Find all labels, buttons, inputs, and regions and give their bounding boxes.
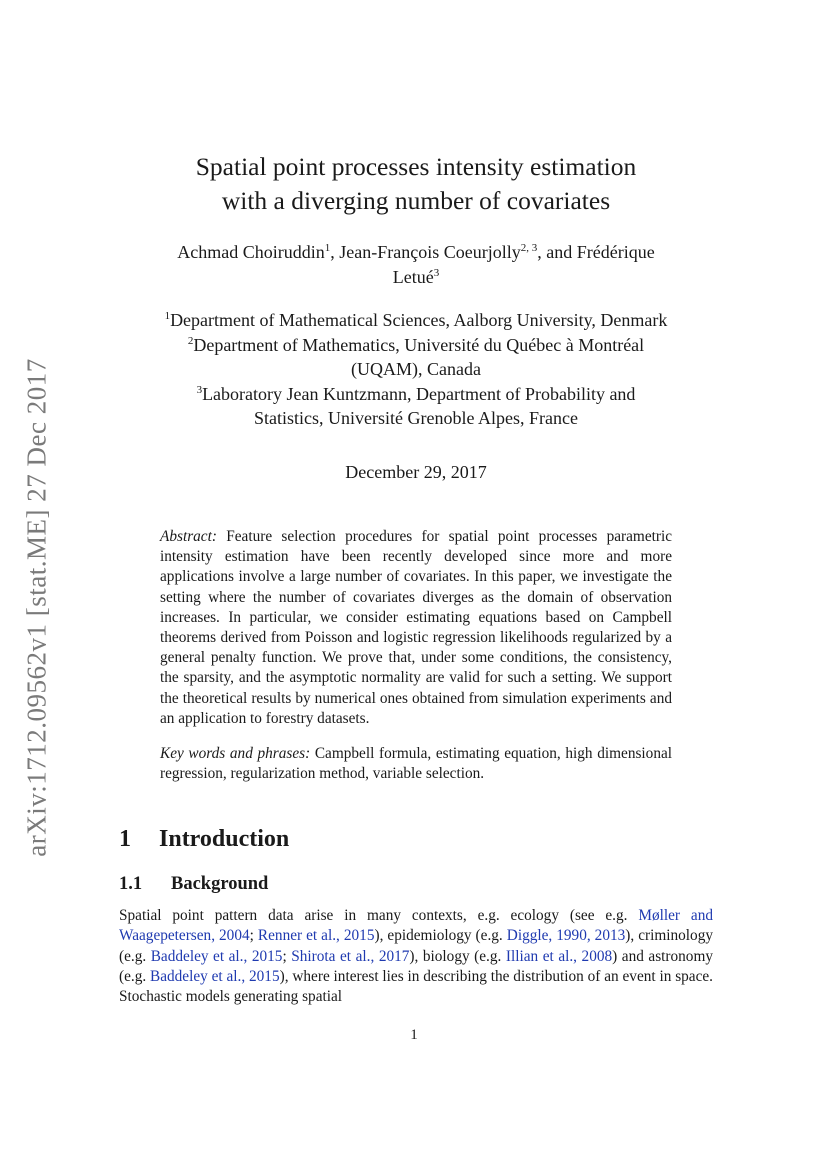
author-list: [118, 240, 714, 290]
citation-link[interactable]: Renner et al., 2015: [257, 927, 375, 945]
author-2-name: Jean-François Coeurjolly: [339, 242, 521, 262]
section-number: 1: [119, 826, 131, 852]
author-3-first-name: , and Frédérique: [537, 242, 655, 262]
author-2-affiliation-mark: 2, 3: [520, 242, 538, 254]
citation-link[interactable]: Diggle, 1990, 2013: [506, 927, 626, 945]
paper-title: [118, 150, 714, 218]
arxiv-identifier-text: arXiv:1712.09562v1 [stat.ME] 27 Dec 2017: [21, 357, 52, 857]
citation-link[interactable]: Møller and Waagepetersen, 2004: [119, 907, 713, 945]
abstract-label: Abstract:: [160, 528, 217, 545]
affiliation-3: $^3$Laboratory Jean Kuntzmann, Department of Probability and: [196, 383, 636, 404]
author-3-last-name: Letué: [392, 267, 434, 287]
citation-link[interactable]: Baddeley et al., 2015: [150, 947, 283, 965]
keywords-text: Campbell formula, estimating equation, high dimensional regression, regularization method, variable selection.: [160, 745, 673, 783]
citation-link[interactable]: Illian et al., 2008: [505, 947, 613, 965]
author-line-1: Achmad Choiruddin$^1$, Jean-François Coeurjolly$^{2, 3}$, and Frédérique: [177, 242, 655, 262]
page-number: 1: [410, 1027, 418, 1043]
keywords-label: Key words and phrases:: [160, 745, 311, 763]
title-line-1: Spatial point processes intensity estimation: [195, 152, 637, 181]
affiliation-2-continued: (UQAM), Canada: [351, 359, 481, 380]
arxiv-identifier-stamp: [22, 352, 52, 862]
keywords-paragraph: [160, 744, 672, 784]
author-3-affiliation-mark: 3: [433, 267, 440, 279]
author-line-2: [118, 265, 714, 290]
subsection-heading-background: [119, 874, 268, 895]
affiliation-list: [110, 308, 722, 431]
affiliation-2: $^2$Department of Mathematics, Université du Québec à Montréal: [187, 334, 645, 355]
introduction-paragraph: Spatial point pattern data arise in many contexts, e.g. ecology (see e.g. Møller and Waagepetersen, 2004; Renner et al., 2015), epidemiology (e.g. Diggle, 1990, 2013), criminology (e.g. Baddeley et al., 2015; Shirota et al., 2017), biology (e.g. Illian et al., 2008) and astronomy (e.g. Baddeley et al., 2015), where interest lies in describing the distribution of an event in space. Stochastic models generating spatial: [119, 907, 714, 1006]
author-1-name: Achmad Choiruddin: [177, 242, 325, 262]
affiliation-1: $^1$Department of Mathematical Sciences, Aalborg University, Denmark: [164, 310, 668, 330]
subsection-number: 1.1: [119, 874, 143, 894]
subsection-title: Background: [171, 874, 269, 894]
section-title: Introduction: [159, 826, 290, 852]
abstract-paragraph: [160, 527, 672, 729]
citation-link[interactable]: Baddeley et al., 2015: [150, 967, 280, 985]
author-1-affiliation-mark: 1: [324, 242, 331, 254]
affiliation-3-continued: Statistics, Université Grenoble Alpes, France: [254, 408, 578, 429]
citation-link[interactable]: Shirota et al., 2017: [291, 947, 410, 965]
paper-date: December 29, 2017: [345, 462, 487, 482]
abstract-text: Feature selection procedures for spatial point processes parametric intensity estimation have been recently developed since more and more applications involve a large number of covariates. In this paper, we investigate the setting where the number of covariates diverges as the domain of observation increases. In particular, we consider estimating equations based on Campbell theorems derived from Poisson and logistic regression likelihoods regularized by a general penalty function. We prove that, under some conditions, the consistency, the sparsity, and the asymptotic normality are valid for such a setting. We support the theoretical results by numerical ones obtained from simulation experiments and an application to forestry datasets.: [160, 528, 672, 727]
title-line-2: with a diverging number of covariates: [221, 186, 611, 215]
abstract-block: [160, 527, 672, 784]
section-heading-introduction: [119, 826, 289, 853]
